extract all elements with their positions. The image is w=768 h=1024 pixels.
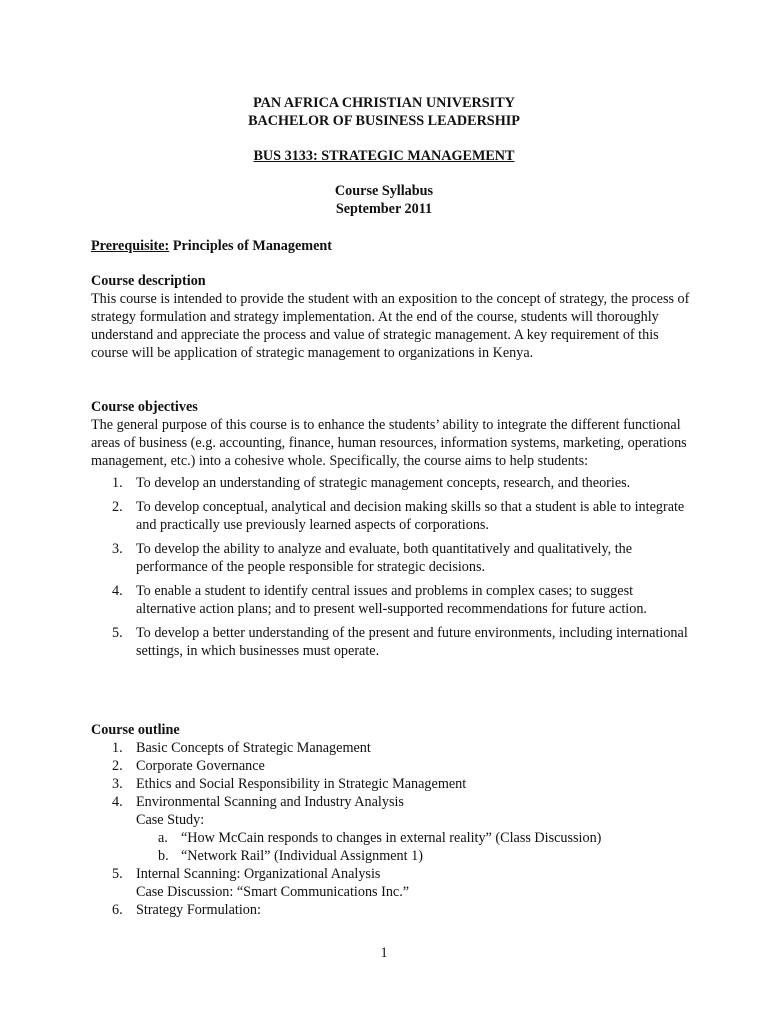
sub-list-item <box>136 829 691 847</box>
university-name: PAN AFRICA CHRISTIAN UNIVERSITY <box>253 95 515 111</box>
list-item <box>91 901 691 919</box>
list-item <box>91 474 691 492</box>
objectives-list <box>91 474 691 660</box>
list-item <box>91 757 691 775</box>
prerequisite-label: Prerequisite: <box>91 238 170 254</box>
list-item-text: Basic Concepts of Strategic Management <box>136 740 371 756</box>
list-item-text: To develop conceptual, analytical and decision making skills so that a student is able to integrate and practically use previously learned aspects of corporations. <box>136 499 685 533</box>
list-item-number: 3. <box>112 541 123 557</box>
list-item-number: 4. <box>112 583 123 599</box>
page-number: 1 <box>380 945 388 961</box>
course-objectives-intro: The general purpose of this course is to enhance the students’ ability to integrate the different functional areas of business (e.g. accounting, finance, human resources, information systems, marketing, operations management, etc.) into a cohesive whole. Specifically, the course aims to help students: <box>91 417 687 469</box>
list-item-number: 2. <box>112 758 123 774</box>
course-outline-section <box>91 721 691 919</box>
sub-heading: Case Study: <box>136 812 205 828</box>
list-item-text: “Network Rail” (Individual Assignment 1) <box>181 848 423 864</box>
course-outline-heading: Course outline <box>91 722 180 738</box>
program-name: BACHELOR OF BUSINESS LEADERSHIP <box>248 112 520 129</box>
list-item-number: a. <box>158 830 168 846</box>
course-description-heading: Course description <box>91 273 206 289</box>
list-item-number: b. <box>158 848 169 864</box>
list-item-text: Corporate Governance <box>136 758 265 774</box>
course-objectives-heading: Course objectives <box>91 399 198 415</box>
list-item-text: To develop an understanding of strategic management concepts, research, and theories. <box>136 475 631 491</box>
list-item-text: “How McCain responds to changes in external reality” (Class Discussion) <box>181 830 602 846</box>
list-item <box>91 540 691 576</box>
list-item-text: To enable a student to identify central issues and problems in complex cases; to suggest alternative action plans; and to present well-supported recommendations for future action. <box>136 583 647 617</box>
list-item-text: To develop the ability to analyze and evaluate, both quantitatively and qualitatively, the performance of the people responsible for strategic decisions. <box>136 541 633 575</box>
document-subtitle <box>0 183 768 218</box>
course-description-section <box>91 272 691 362</box>
course-description-text: This course is intended to provide the student with an exposition to the concept of strategy, the process of strategy formulation and strategy implementation. At the end of the course, students will thoroughly understand and appreciate the process and value of strategic management. A key requirement of this course will be application of strategic management to organizations in Kenya. <box>91 291 690 361</box>
prerequisite-line <box>91 237 691 255</box>
course-objectives-section <box>91 398 691 666</box>
list-item-number: 2. <box>112 499 123 515</box>
sub-list-item <box>136 847 691 865</box>
list-item-text: Internal Scanning: Organizational Analysis <box>136 866 381 882</box>
list-item <box>91 865 691 901</box>
list-item <box>91 793 691 865</box>
outline-list <box>91 739 691 919</box>
sub-list <box>136 829 691 865</box>
list-item <box>91 624 691 660</box>
list-item <box>91 739 691 757</box>
list-item-text: Strategy Formulation: <box>136 902 261 918</box>
list-item-text: Environmental Scanning and Industry Analysis <box>136 794 404 810</box>
list-item-text: Ethics and Social Responsibility in Strategic Management <box>136 776 467 792</box>
list-item <box>91 775 691 793</box>
list-item-number: 5. <box>112 866 123 882</box>
list-item <box>91 498 691 534</box>
list-item-number: 1. <box>112 740 123 756</box>
list-item-number: 6. <box>112 902 123 918</box>
list-item-number: 5. <box>112 625 123 641</box>
list-item-number: 4. <box>112 794 123 810</box>
list-item-number: 3. <box>112 776 123 792</box>
list-item-number: 1. <box>112 475 123 491</box>
document-header <box>0 95 768 130</box>
list-item <box>91 582 691 618</box>
course-code-title: BUS 3133: STRATEGIC MANAGEMENT <box>253 148 515 164</box>
doc-date: September 2011 <box>335 200 433 217</box>
prerequisite-value: Principles of Management <box>169 238 333 254</box>
sub-heading: Case Discussion: “Smart Communications Inc.” <box>136 884 410 900</box>
list-item-text: To develop a better understanding of the present and future environments, including international settings, in which businesses must operate. <box>136 625 688 659</box>
doc-type: Course Syllabus <box>334 183 434 199</box>
